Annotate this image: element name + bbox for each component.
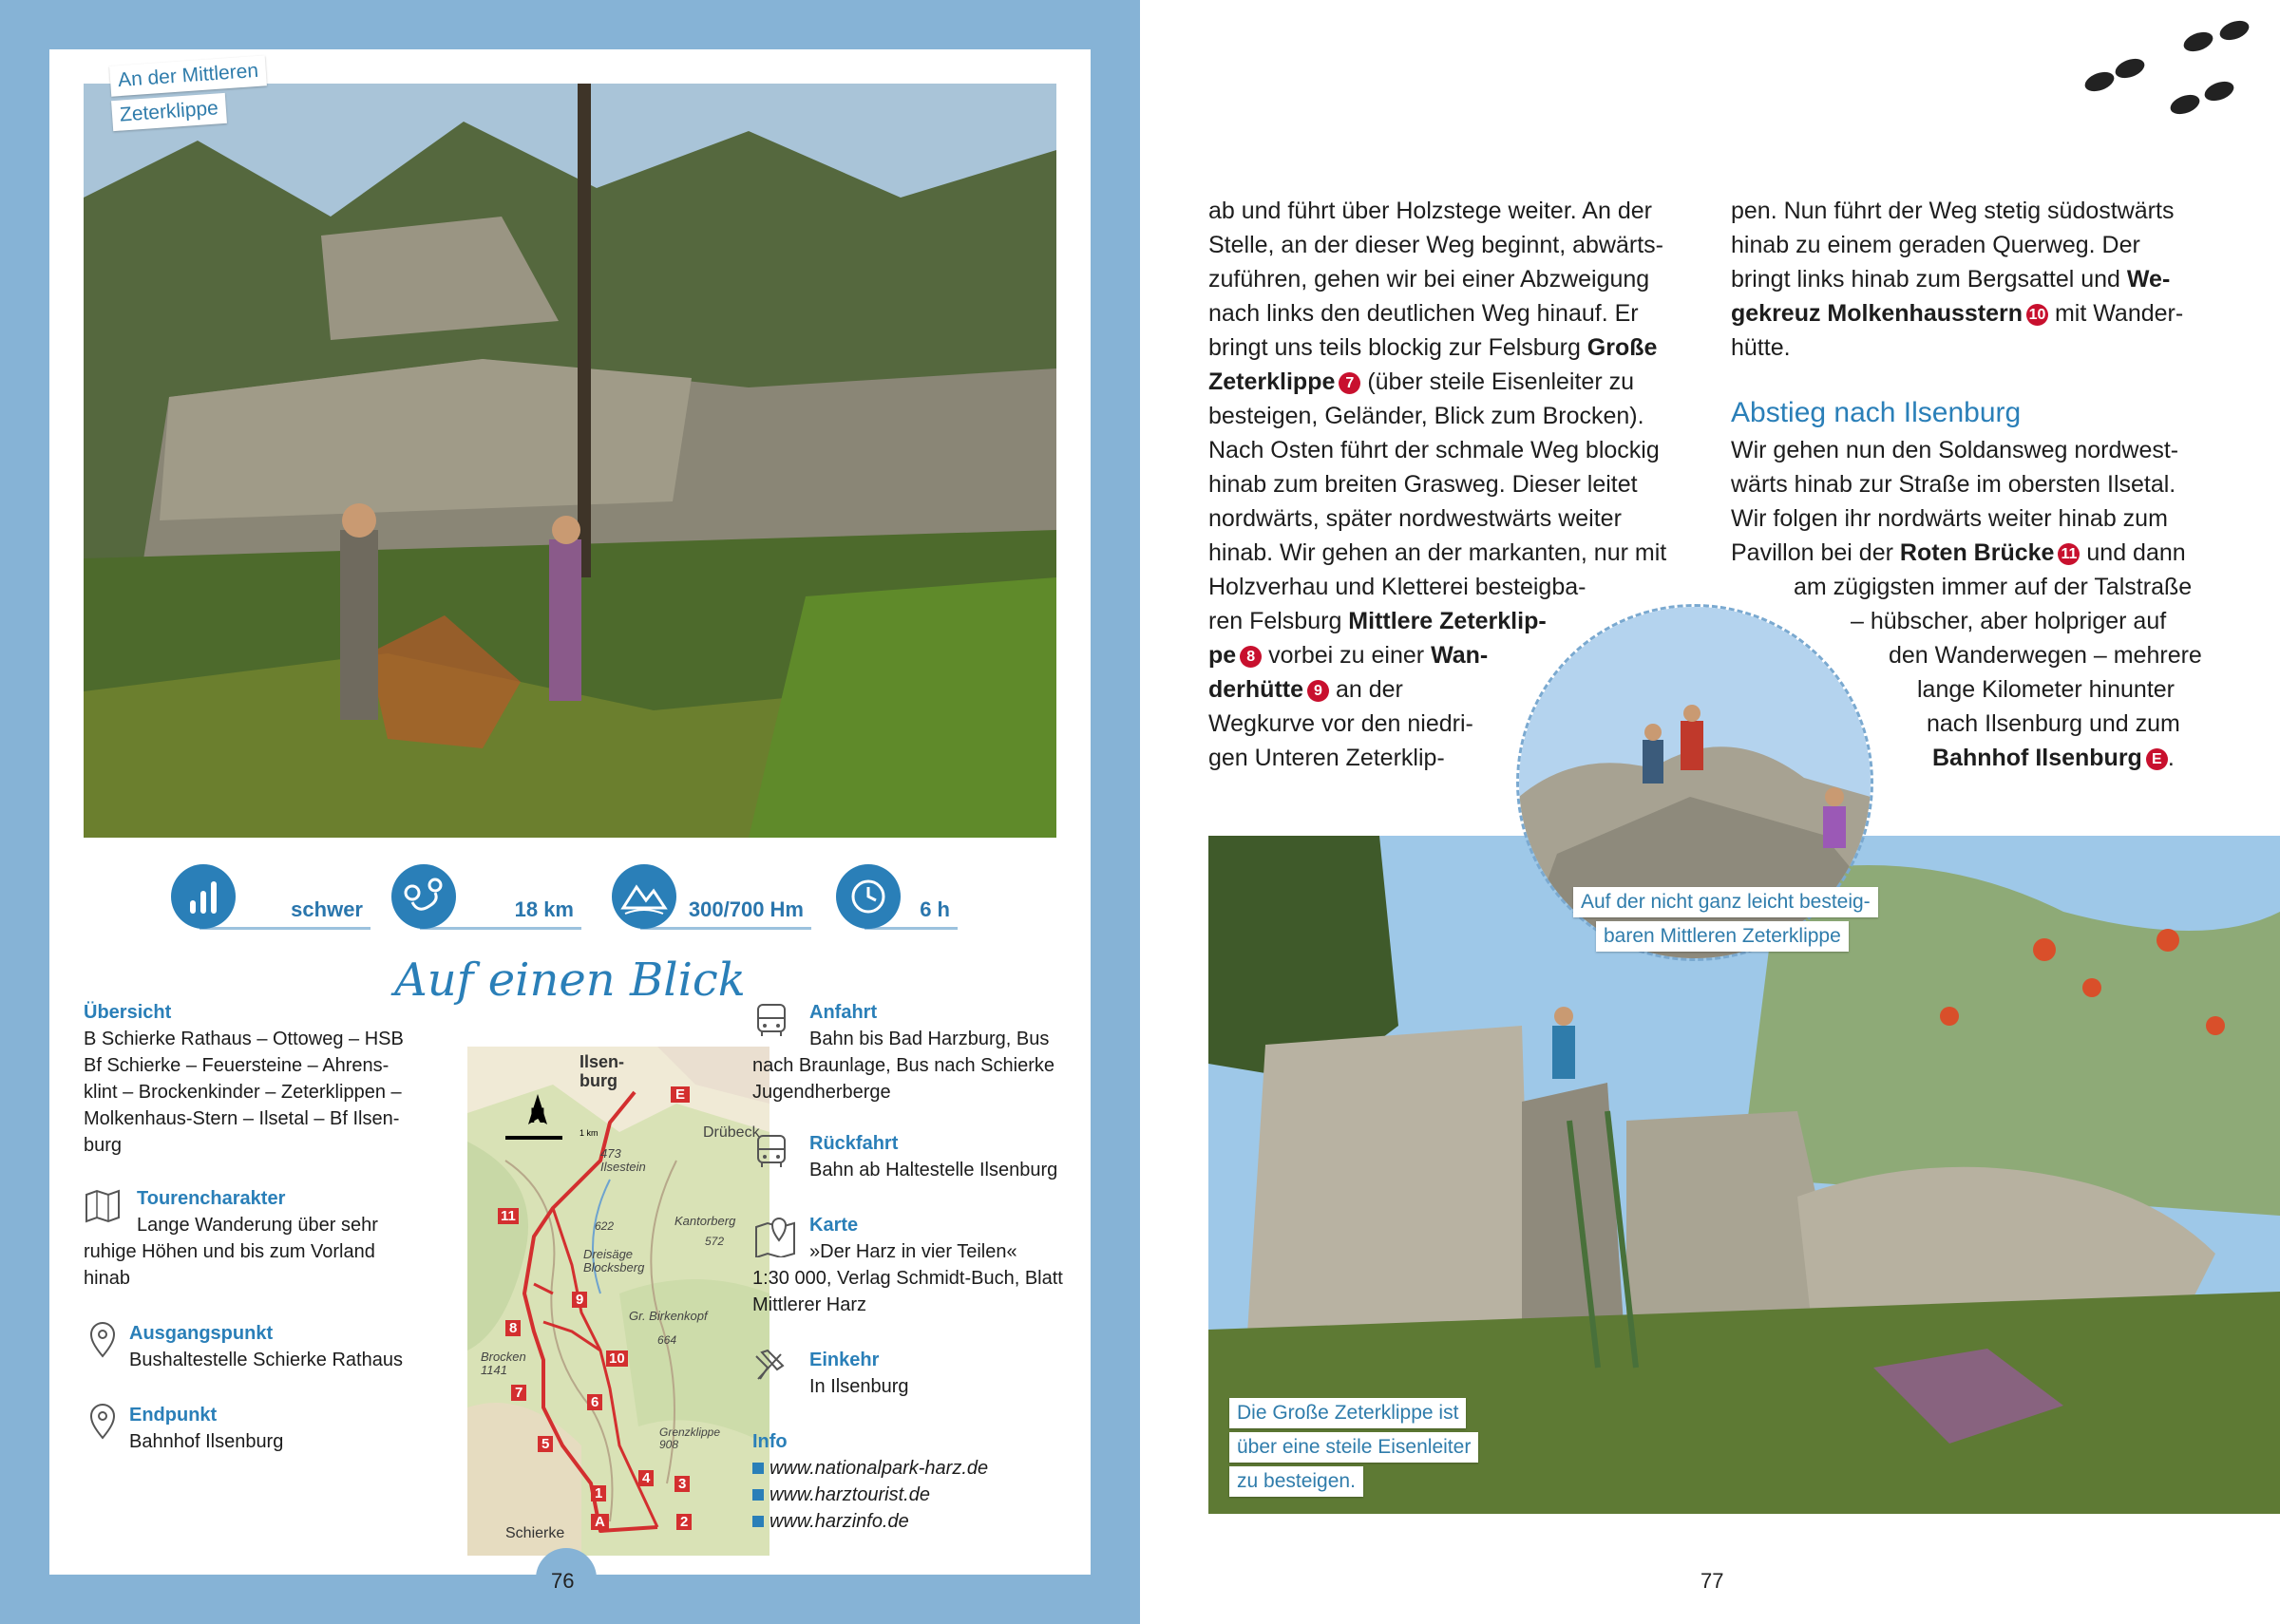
big-photo-caption-line: über eine steile Eisenleiter — [1229, 1432, 1478, 1463]
route-map — [467, 1047, 770, 1556]
text-line — [1208, 433, 1712, 467]
photo-caption-line-2: Zeterklippe — [119, 97, 219, 126]
text-line — [1208, 365, 1712, 399]
place-name: pe — [1208, 642, 1237, 669]
text-run: wärts hinab zur Straße im obersten Ilsetal. — [1731, 471, 2176, 498]
bus-icon — [752, 1001, 790, 1039]
waypoint-badge: 9 — [1307, 680, 1329, 702]
text-line — [1731, 194, 2244, 228]
stat-duration — [836, 864, 1026, 931]
stat-elevation-value: 300/700 Hm — [640, 893, 811, 930]
food-text: In Ilsenburg — [809, 1376, 909, 1397]
text-line — [1731, 228, 2244, 262]
info-section — [752, 1428, 1075, 1535]
character-line: Lange Wanderung über sehr — [137, 1215, 378, 1236]
section-subheading: Abstieg nach Ilsenburg — [1731, 397, 2022, 428]
text-run: nach Ilsenburg und zum — [1927, 710, 2180, 737]
place-name: gekreuz Molkenhausstern — [1731, 300, 2024, 327]
end-title: Endpunkt — [129, 1405, 218, 1426]
cutlery-icon — [752, 1347, 790, 1385]
arrival-section — [752, 999, 1075, 1105]
end-section — [84, 1402, 445, 1455]
text-run: den Wanderwegen – mehrere — [1889, 642, 2202, 669]
place-name: Zeterklippe — [1208, 368, 1336, 395]
character-line: ruhige Höhen und bis zum Vorland — [84, 1241, 375, 1262]
character-section — [84, 1185, 445, 1292]
text-line — [1731, 604, 2244, 638]
map-marker: 11 — [498, 1208, 519, 1224]
stat-difficulty — [171, 864, 370, 931]
place-name: Wan- — [1431, 642, 1489, 669]
text-run: hütte. — [1731, 334, 1791, 361]
tour-stats — [171, 864, 1026, 931]
map-marker: 4 — [638, 1470, 654, 1486]
map-info-line: Mittlerer Harz — [752, 1294, 867, 1315]
stat-distance-value: 18 km — [420, 893, 581, 930]
text-run: pen. Nun führt der Weg stetig südostwärts — [1731, 198, 2175, 224]
text-run: (über steile Eisenleiter zu — [1360, 368, 1635, 395]
start-text: Bushaltestelle Schierke Rathaus — [129, 1350, 403, 1370]
at-a-glance-heading: Auf einen Blick — [394, 954, 746, 1007]
left-page-content — [49, 49, 1091, 1575]
text-run: Wir folgen ihr nordwärts weiter hinab zum — [1731, 505, 2168, 532]
overview-line: burg — [84, 1135, 123, 1156]
map-pin-icon — [752, 1212, 798, 1257]
character-title: Tourencharakter — [137, 1188, 286, 1209]
text-run: an der — [1329, 676, 1403, 703]
text-run: – hübscher, aber holpriger auf — [1851, 608, 2167, 634]
text-run: lange Kilometer hinunter — [1917, 676, 2175, 703]
info-link[interactable] — [752, 1482, 1075, 1508]
text-run: zuführen, gehen wir bei einer Abzweigung — [1208, 266, 1650, 293]
text-run: Stelle, an der dieser Weg beginnt, abwärts- — [1208, 232, 1663, 258]
map-label-ilsenburg: Ilsen- burg — [580, 1052, 625, 1090]
map-label-dreisage: Dreisäge Blocksberg — [583, 1247, 645, 1275]
map-marker: 3 — [674, 1476, 690, 1492]
place-name: We- — [2126, 266, 2171, 293]
map-label-572: 572 — [705, 1235, 725, 1248]
stat-elevation — [612, 864, 811, 931]
text-run: bringt links hinab zum Bergsattel und — [1731, 266, 2127, 293]
place-name: Bahnhof Ilsenburg — [1932, 745, 2142, 771]
text-line — [1208, 570, 1712, 604]
text-run: Holzverhau und Kletterei besteigba- — [1208, 574, 1586, 600]
text-run: ren Felsburg — [1208, 608, 1349, 634]
rock-forest-photo — [84, 84, 1056, 838]
arrival-line: Jugendherberge — [752, 1082, 891, 1103]
overview-line: Molkenhaus-Stern – Ilsetal – Bf Ilsen- — [84, 1108, 400, 1129]
waypoint-badge: 8 — [1240, 646, 1262, 668]
text-run: ab und führt über Holzstege weiter. An der — [1208, 198, 1652, 224]
big-photo-caption-line: Die Große Zeterklippe ist — [1229, 1398, 1466, 1428]
food-section — [752, 1347, 1075, 1400]
circle-caption-line: Auf der nicht ganz leicht besteig- — [1573, 887, 1878, 917]
bus-icon — [752, 1132, 790, 1170]
text-run: Wegkurve vor den niedri- — [1208, 710, 1473, 737]
text-run: . — [2167, 745, 2175, 771]
photo-caption-line-1: An der Mittleren — [117, 59, 259, 92]
text-run: mit Wander- — [2048, 300, 2184, 327]
clock-icon — [836, 864, 901, 929]
map-info-section — [752, 1212, 1075, 1318]
text-line — [1208, 296, 1712, 330]
arrival-line: Bahn bis Bad Harzburg, Bus — [809, 1029, 1050, 1049]
return-text: Bahn ab Haltestelle Ilsenburg — [809, 1160, 1058, 1180]
map-label-birkenkopf: Gr. Birkenkopf — [629, 1309, 708, 1323]
bullet-square-icon — [752, 1489, 764, 1501]
circle-caption-line: baren Mittleren Zeterklippe — [1596, 921, 1849, 952]
page-number-right: 77 — [1700, 1569, 1724, 1593]
info-link-text[interactable]: www.nationalpark-harz.de — [770, 1458, 989, 1479]
location-pin-icon — [84, 1402, 122, 1440]
start-section — [84, 1320, 445, 1373]
map-marker: 5 — [538, 1436, 553, 1452]
arrival-line: nach Braunlage, Bus nach Schierke — [752, 1055, 1054, 1076]
text-run: besteigen, Geländer, Blick zum Brocken). — [1208, 403, 1644, 429]
map-marker: 6 — [587, 1394, 602, 1410]
text-line — [1731, 536, 2244, 570]
map-marker: 2 — [676, 1514, 692, 1530]
right-page — [1140, 0, 2280, 1624]
mountains-icon — [612, 864, 676, 929]
place-name: Mittlere Zeterklip- — [1348, 608, 1547, 634]
location-pin-icon — [84, 1320, 122, 1358]
map-label-drubeck: Drübeck — [703, 1124, 760, 1141]
text-run: vorbei zu einer — [1262, 642, 1432, 669]
text-run: gen Unteren Zeterklip- — [1208, 745, 1445, 771]
text-line — [1208, 467, 1712, 501]
text-line — [1208, 262, 1712, 296]
text-line — [1208, 330, 1712, 365]
info-link[interactable] — [752, 1455, 1075, 1482]
end-text: Bahnhof Ilsenburg — [129, 1431, 284, 1452]
waypoint-badge: 7 — [1339, 372, 1360, 394]
info-link-text[interactable]: www.harzinfo.de — [770, 1511, 909, 1532]
place-name: derhütte — [1208, 676, 1303, 703]
waypoint-badge: 10 — [2026, 304, 2048, 326]
text-line — [1731, 262, 2244, 296]
map-marker: 7 — [511, 1385, 526, 1401]
text-line — [1731, 433, 2244, 467]
overview-title: Übersicht — [84, 1002, 172, 1023]
big-photo-caption-line: zu besteigen. — [1229, 1466, 1363, 1497]
difficulty-icon — [171, 864, 236, 929]
map-scale-label: 1 km — [580, 1128, 598, 1138]
map-marker: 10 — [606, 1350, 628, 1367]
text-run: hinab zu einem geraden Querweg. Der — [1731, 232, 2140, 258]
stat-distance — [391, 864, 591, 931]
map-marker: 1 — [591, 1485, 606, 1501]
text-run: hinab zum breiten Grasweg. Dieser leitet — [1208, 471, 1638, 498]
page-number-left: 76 — [551, 1569, 575, 1593]
map-label-622: 622 — [595, 1219, 615, 1233]
map-info-title: Karte — [809, 1215, 859, 1236]
map-label-brocken: Brocken 1141 — [481, 1350, 526, 1377]
text-run: bringt uns teils blockig zur Felsburg — [1208, 334, 1587, 361]
map-label-ilsestein: 473 Ilsestein — [600, 1146, 646, 1174]
text-line — [1731, 296, 2244, 330]
text-run: und dann — [2080, 539, 2186, 566]
character-line: hinab — [84, 1268, 130, 1289]
footprints-icon — [2071, 13, 2261, 127]
map-north-arrow: N — [530, 1104, 545, 1127]
text-run: hinab. Wir gehen an der markanten, nur mit — [1208, 539, 1667, 566]
stat-duration-value: 6 h — [864, 893, 958, 930]
place-name: Roten Brücke — [1899, 539, 2055, 566]
overview-line: B Schierke Rathaus – Ottoweg – HSB — [84, 1029, 404, 1049]
map-label-kantorberg: Kantorberg — [674, 1214, 736, 1228]
text-line — [1731, 501, 2244, 536]
text-column-2-top — [1731, 194, 2244, 365]
map-label-grenzklippe: Grenzklippe 908 — [659, 1426, 721, 1451]
waypoint-badge: E — [2146, 748, 2168, 770]
stat-difficulty-value: schwer — [200, 893, 370, 930]
overview-line: Bf Schierke – Feuersteine – Ahrens- — [84, 1055, 390, 1076]
info-link[interactable] — [752, 1508, 1075, 1535]
map-icon — [84, 1187, 122, 1225]
text-line — [1208, 228, 1712, 262]
arrival-title: Anfahrt — [809, 1002, 878, 1023]
info-title: Info — [752, 1431, 788, 1452]
map-info-line: »Der Harz in vier Teilen« — [809, 1241, 1017, 1262]
map-info-line: 1:30 000, Verlag Schmidt-Buch, Blatt — [752, 1268, 1063, 1289]
waypoint-badge: 11 — [2058, 543, 2080, 565]
text-line — [1731, 330, 2244, 365]
return-title: Rückfahrt — [809, 1133, 899, 1154]
bullet-square-icon — [752, 1463, 764, 1474]
route-icon — [391, 864, 456, 929]
info-link-text[interactable]: www.harztourist.de — [770, 1484, 930, 1505]
text-line — [1208, 194, 1712, 228]
bullet-square-icon — [752, 1516, 764, 1527]
map-label-664: 664 — [657, 1333, 677, 1347]
overview-section — [84, 999, 445, 1159]
return-section — [752, 1130, 1075, 1183]
text-run: Nach Osten führt der schmale Weg blockig — [1208, 437, 1660, 463]
text-run: am zügigsten immer auf der Talstraße — [1794, 574, 2193, 600]
map-marker: A — [591, 1514, 609, 1530]
text-line — [1208, 501, 1712, 536]
start-title: Ausgangspunkt — [129, 1323, 274, 1344]
text-line — [1731, 467, 2244, 501]
text-line — [1731, 570, 2244, 604]
overview-line: klint – Brockenkinder – Zeterklippen – — [84, 1082, 402, 1103]
text-run: Pavillon bei der — [1731, 539, 1900, 566]
map-marker: 9 — [572, 1292, 587, 1308]
text-run: Wir gehen nun den Soldansweg nordwest- — [1731, 437, 2179, 463]
map-label-schierke: Schierke — [505, 1525, 565, 1541]
text-line — [1208, 536, 1712, 570]
map-marker: E — [671, 1086, 690, 1103]
map-marker: 8 — [505, 1320, 521, 1336]
text-run: nach links den deutlichen Weg hinauf. Er — [1208, 300, 1639, 327]
food-title: Einkehr — [809, 1350, 880, 1370]
text-line — [1208, 399, 1712, 433]
text-run: nordwärts, später nordwestwärts weiter — [1208, 505, 1622, 532]
place-name: Große — [1586, 334, 1658, 361]
